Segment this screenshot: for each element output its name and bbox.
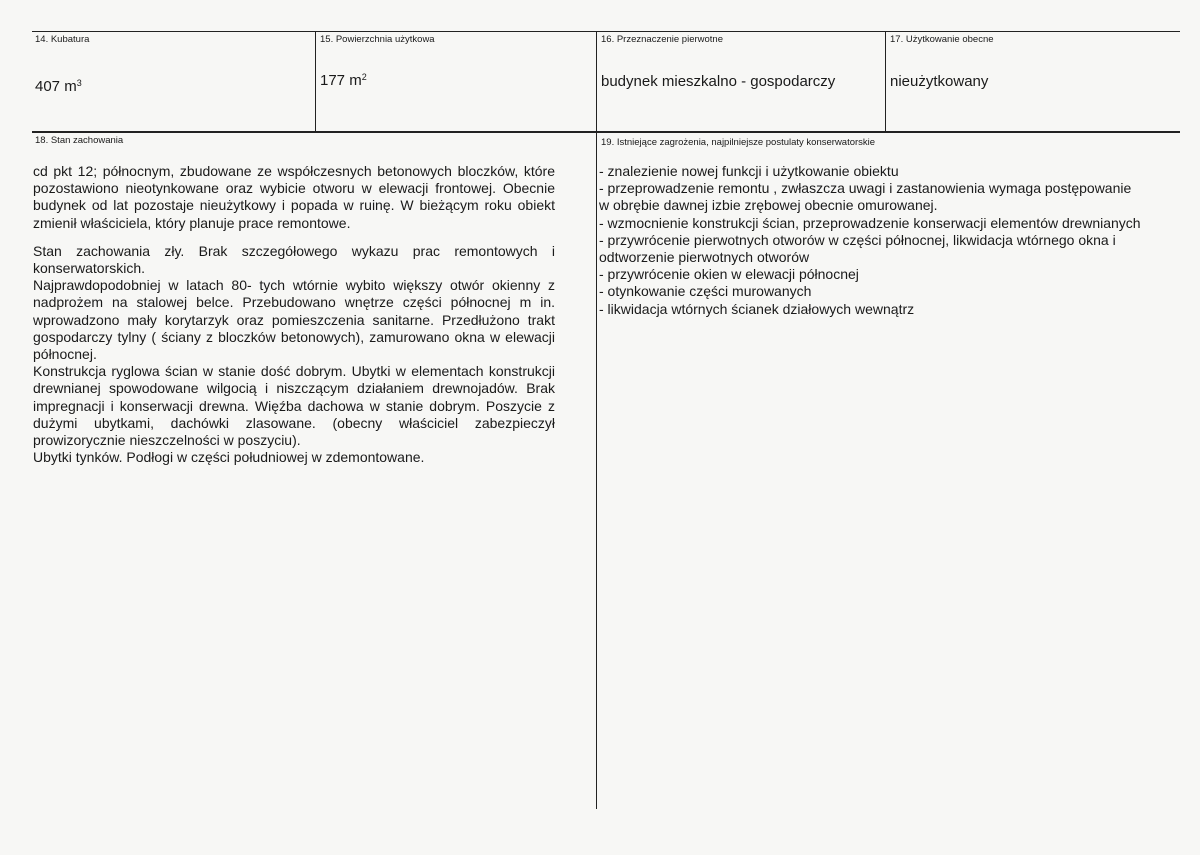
zagrozenia-label: 19. Istniejące zagrożenia, najpilniejsze postulaty konserwatorskie [601,137,876,148]
przeznaczenie-label: 16. Przeznaczenie pierwotne [601,34,723,45]
powierzchnia-label: 15. Powierzchnia użytkowa [320,34,435,45]
kubatura-label: 14. Kubatura [35,34,90,45]
list-item: - otynkowanie części murowanych [599,283,812,300]
list-item: - przeprowadzenie remontu , zwłaszcza uwagi i zastanowienia wymaga postępowanie w obrębie dawnej izbie zrębowej obecnie omurowanej. [599,180,1132,214]
list-item: - znalezienie nowej funkcji i użytkowanie obiektu [599,163,899,179]
paragraph: Konstrukcja ryglowa ścian w stanie dość dobrym. Ubytki w elementach konstrukcji drewnianej spowodowane wilgocią i niszczącym działaniem drewnojadów. Brak impregnacji i konserwacji drewna. Więźba dachowa w stanie dobrym. Poszycie z dużymi ubytkami, dachówki zlasowane. (obecny właściciel zabezpieczył prowizorycznie nieszczelności w poszyciu). [33,363,555,449]
paragraph: Ubytki tynków. Podłogi w części południowej w zdemontowane. [33,449,425,466]
stan-zachowania-label: 18. Stan zachowania [35,135,124,146]
powierzchnia-value: 177 $m^2$ [320,72,367,89]
divider-16-17 [885,31,886,132]
divider-15-16 [596,31,597,809]
paragraph: cd pkt 12; północnym, zbudowane ze współczesnych betonowych bloczków, które pozostawiono nieotynkowane oraz wybicie otworu w elewacji frontowej. Obecnie budynek od lat pozostaje nieużytkowy i popada w ruinę. W bieżącym roku obiekt zmienił właściciela, który planuje prace remontowe. [33,163,555,231]
postulaty-list [599,163,1144,318]
uzytkowanie-label: 17. Użytkowanie obecne [890,34,994,45]
paragraph: Stan zachowania zły. Brak szczegółowego wykazu prac remontowych i konserwatorskich. [33,242,555,277]
header-bottom-border [32,131,1180,133]
list-item: - likwidacja wtórnych ścianek działowych wewnątrz [599,300,915,317]
divider-14-15 [315,31,316,132]
list-item: - przywrócenie okien w elewacji północnej [599,266,859,283]
list-item: - wzmocnienie konstrukcji ścian, przeprowadzenie konserwacji elementów drewnianych [599,214,1141,231]
paragraph: Najprawdopodobniej w latach 80- tych wtórnie wybito większy otwór okienny z nadprożem na stalowej belce. Przebudowano wnętrze części północnej m in. wprowadzono mały korytarzyk oraz pomieszczenia sanitarne. Przedłużono trakt gospodarczy tylny ( ściany z bloczków betonowych), zamurowano okna w elewacji północnej. [33,277,555,363]
kubatura-value: 407 $m^3$ [35,78,82,95]
list-item: - przywrócenie pierwotnych otworów w części północnej, likwidacja wtórnego okna i odtworzenie pierwotnych otworów [599,231,1116,266]
stan-zachowania-text [33,163,555,466]
przeznaczenie-value: budynek mieszkalno - gospodarczy [601,73,836,90]
top-border [32,31,1180,32]
uzytkowanie-value: nieużytkowany [890,73,989,90]
